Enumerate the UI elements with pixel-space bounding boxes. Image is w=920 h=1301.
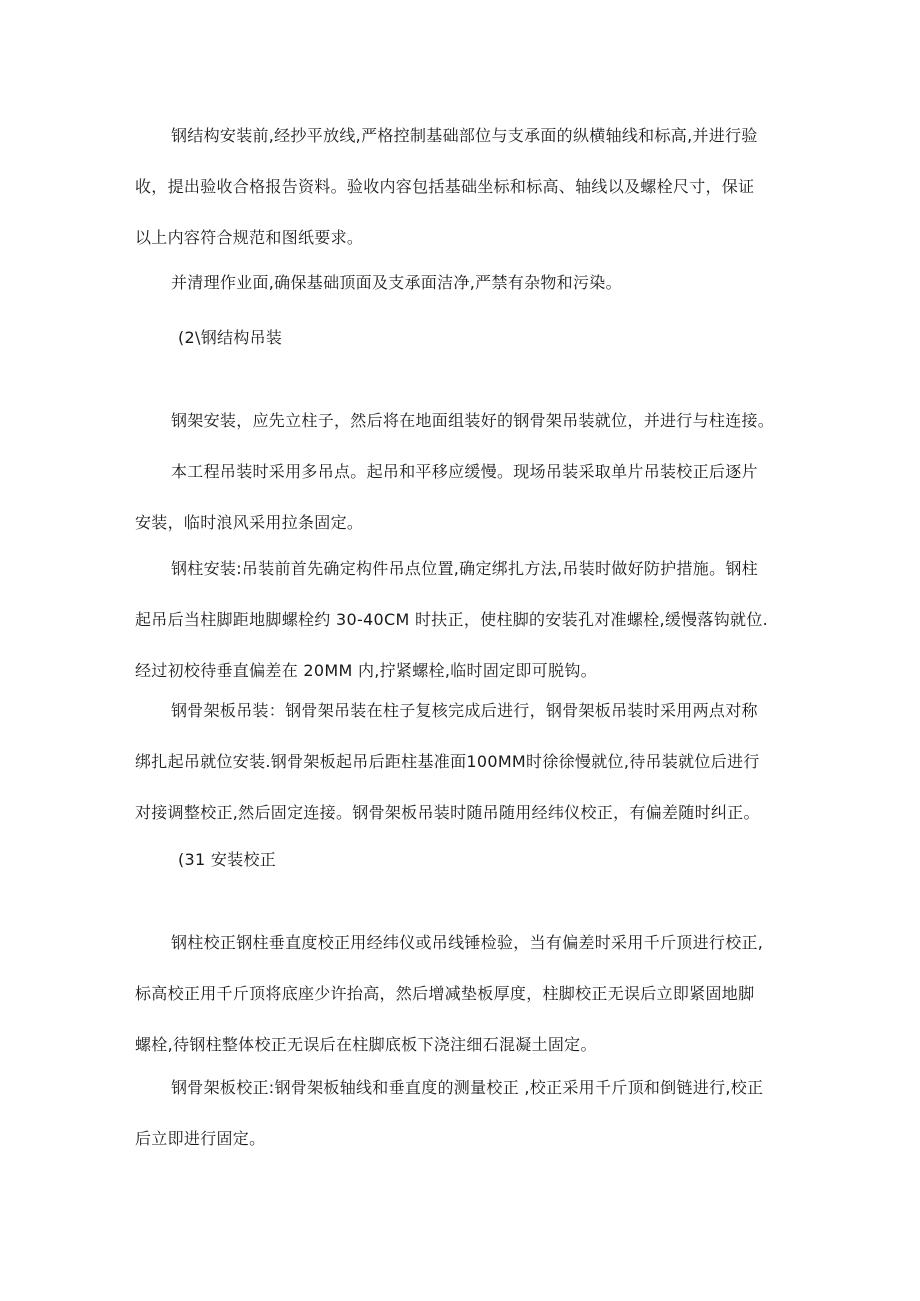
text-line: 绑扎起吊就位安装.钢骨架板起吊后距柱基准面100MM时徐徐慢就位,待吊装就位后进行 bbox=[135, 752, 760, 771]
text-line: 钢骨架板吊装：钢骨架吊装在柱子复核完成后进行，钢骨架板吊装时采用两点对称 bbox=[171, 701, 758, 720]
paragraph-frame-plate-hoisting bbox=[135, 685, 790, 838]
text-line: 本工程吊装时采用多吊点。起吊和平移应缓慢。现场吊装采取单片吊装校正后逐片 bbox=[171, 462, 758, 481]
paragraph-clean-work-surface bbox=[135, 257, 790, 308]
paragraph-foundation-check bbox=[135, 110, 790, 263]
text-line: 钢骨架板校正:钢骨架板轴线和垂直度的测量校正 ,校正采用千斤顶和倒链进行,校正 bbox=[171, 1078, 764, 1097]
paragraph-column-correction bbox=[135, 917, 790, 1070]
text-line: 并清理作业面,确保基础顶面及支承面洁净,严禁有杂物和污染。 bbox=[171, 273, 622, 292]
text-line: 标高校正用千斤顶将底座少许抬高，然后增减垫板厚度，柱脚校正无误后立即紧固地脚 bbox=[135, 984, 755, 1003]
text-line: 钢柱校正钢柱垂直度校正用经纬仪或吊线锤检验，当有偏差时采用千斤顶进行校正, bbox=[171, 933, 764, 952]
text-line: 安装，临时浪风采用拉条固定。 bbox=[135, 513, 364, 532]
section-heading-installation-correction: (31 安装校正 bbox=[178, 850, 277, 869]
text-line: 钢柱安装:吊装前首先确定构件吊点位置,确定绑扎方法,吊装时做好防护措施。钢柱 bbox=[171, 559, 758, 578]
paragraph-frame-installation bbox=[135, 395, 790, 446]
text-line: 对接调整校正,然后固定连接。钢骨架板吊装时随吊随用经纬仪校正，有偏差随时纠正。 bbox=[135, 803, 760, 822]
paragraph-frame-plate-correction bbox=[135, 1062, 790, 1164]
text-line: 收，提出验收合格报告资料。验收内容包括基础坐标和标高、轴线以及螺栓尺寸，保证 bbox=[135, 177, 755, 196]
text-line: 后立即进行固定。 bbox=[135, 1129, 266, 1148]
paragraph-lifting-points bbox=[135, 446, 790, 548]
text-line: 螺栓,待钢柱整体校正无误后在柱脚底板下浇注细石混凝土固定。 bbox=[135, 1035, 597, 1054]
text-line: 经过初校待垂直偏差在 20MM 内,拧紧螺栓,临时固定即可脱钩。 bbox=[135, 661, 597, 680]
paragraph-column-installation bbox=[135, 543, 790, 696]
text-line: 起吊后当柱脚距地脚螺栓约 30-40CM 时扶正，使柱脚的安装孔对准螺栓,缓慢落钩就位. bbox=[135, 610, 769, 629]
text-line: 钢结构安装前,经抄平放线,严格控制基础部位与支承面的纵横轴线和标高,并进行验 bbox=[171, 126, 758, 145]
text-line: 钢架安装，应先立柱子，然后将在地面组装好的钢骨架吊装就位，并进行与柱连接。 bbox=[171, 411, 775, 430]
text-line: 以上内容符合规范和图纸要求。 bbox=[135, 228, 364, 247]
section-heading-steel-hoisting: (2\钢结构吊装 bbox=[178, 328, 283, 347]
